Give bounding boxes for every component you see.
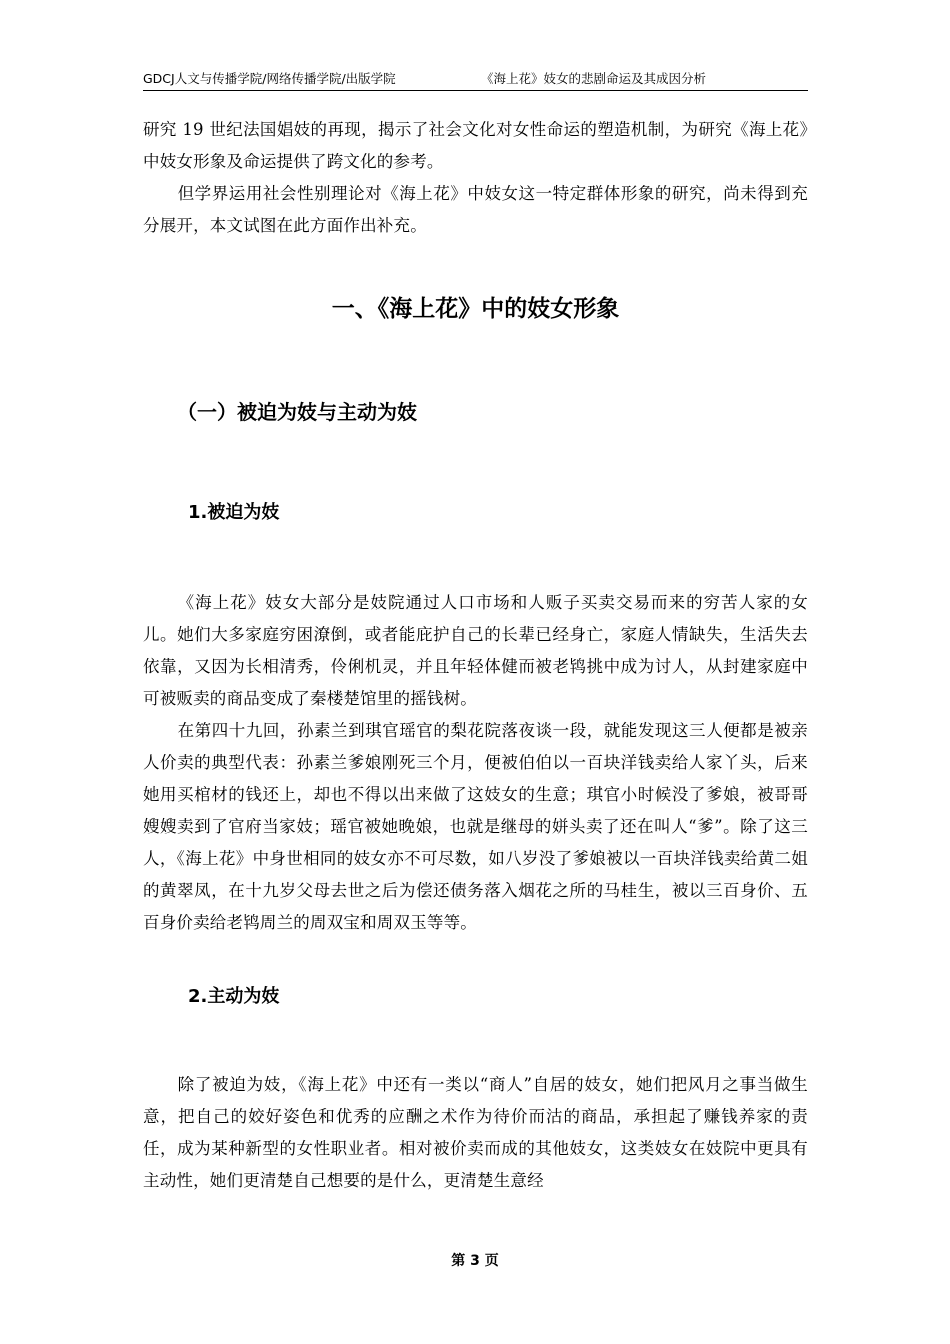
intro-paragraph-1: 研究 19 世纪法国娼妓的再现，揭示了社会文化对女性命运的塑造机制，为研究《海上花》中妓女形象及命运提供了跨文化的参考。 bbox=[143, 120, 808, 171]
subsection-2-paragraph-1: 除了被迫为妓，《海上花》中还有一类以“商人”自居的妓女，她们把风月之事当做生意，把自己的姣好姿色和优秀的应酬之术作为待价而沽的商品，承担起了赚钱养家的责任，成为某种新型的女性职业者。相对被价卖而成的其他妓女，这类妓女在妓院中更具有主动性，她们更清楚自己想要的是什么，更清楚生意经 bbox=[143, 1075, 808, 1190]
subsection-heading-1: 1.被迫为妓 bbox=[188, 502, 280, 523]
header-institution: GDCJ人文与传播学院/网络传播学院/出版学院 bbox=[143, 71, 396, 86]
section-heading: （一）被迫为妓与主动为妓 bbox=[177, 400, 417, 424]
subsection-heading-2: 2.主动为妓 bbox=[188, 986, 280, 1007]
chapter-heading: 一、《海上花》中的妓女形象 bbox=[331, 296, 620, 322]
subsection-1-paragraph-1: 《海上花》妓女大部分是妓院通过人口市场和人贩子买卖交易而来的穷苦人家的女儿。她们大多家庭穷困潦倒，或者能庇护自己的长辈已经身亡，家庭人情缺失，生活失去依靠，又因为长相清秀，伶俐机灵，并且年轻体健而被老鸨挑中成为讨人，从封建家庭中可被贩卖的商品变成了秦楼楚馆里的摇钱树。 bbox=[143, 593, 808, 708]
page-body bbox=[143, 114, 808, 1197]
intro-paragraph-2: 但学界运用社会性别理论对《海上花》中妓女这一特定群体形象的研究，尚未得到充分展开，本文试图在此方面作出补充。 bbox=[143, 184, 808, 235]
page-header bbox=[143, 68, 808, 91]
header-paper-title: 《海上花》妓女的悲剧命运及其成因分析 bbox=[481, 71, 707, 86]
subsection-1-paragraph-2: 在第四十九回，孙素兰到琪官瑶官的梨花院落夜谈一段，就能发现这三人便都是被亲人价卖的典型代表：孙素兰爹娘刚死三个月，便被伯伯以一百块洋钱卖给人家丫头，后来她用买棺材的钱还上，却也不得以出来做了这妓女的生意；琪官小时候没了爹娘，被哥哥嫂嫂卖到了官府当家妓；瑶官被她晚娘，也就是继母的姘头卖了还在叫人“爹”。除了这三人，《海上花》中身世相同的妓女亦不可尽数，如八岁没了爹娘被以一百块洋钱卖给黄二姐的黄翠凤，在十九岁父母去世之后为偿还债务落入烟花之所的马桂生，被以三百身价、五百身价卖给老鸨周兰的周双宝和周双玉等等。 bbox=[143, 721, 808, 932]
page-number: 第 3 页 bbox=[451, 1253, 499, 1269]
